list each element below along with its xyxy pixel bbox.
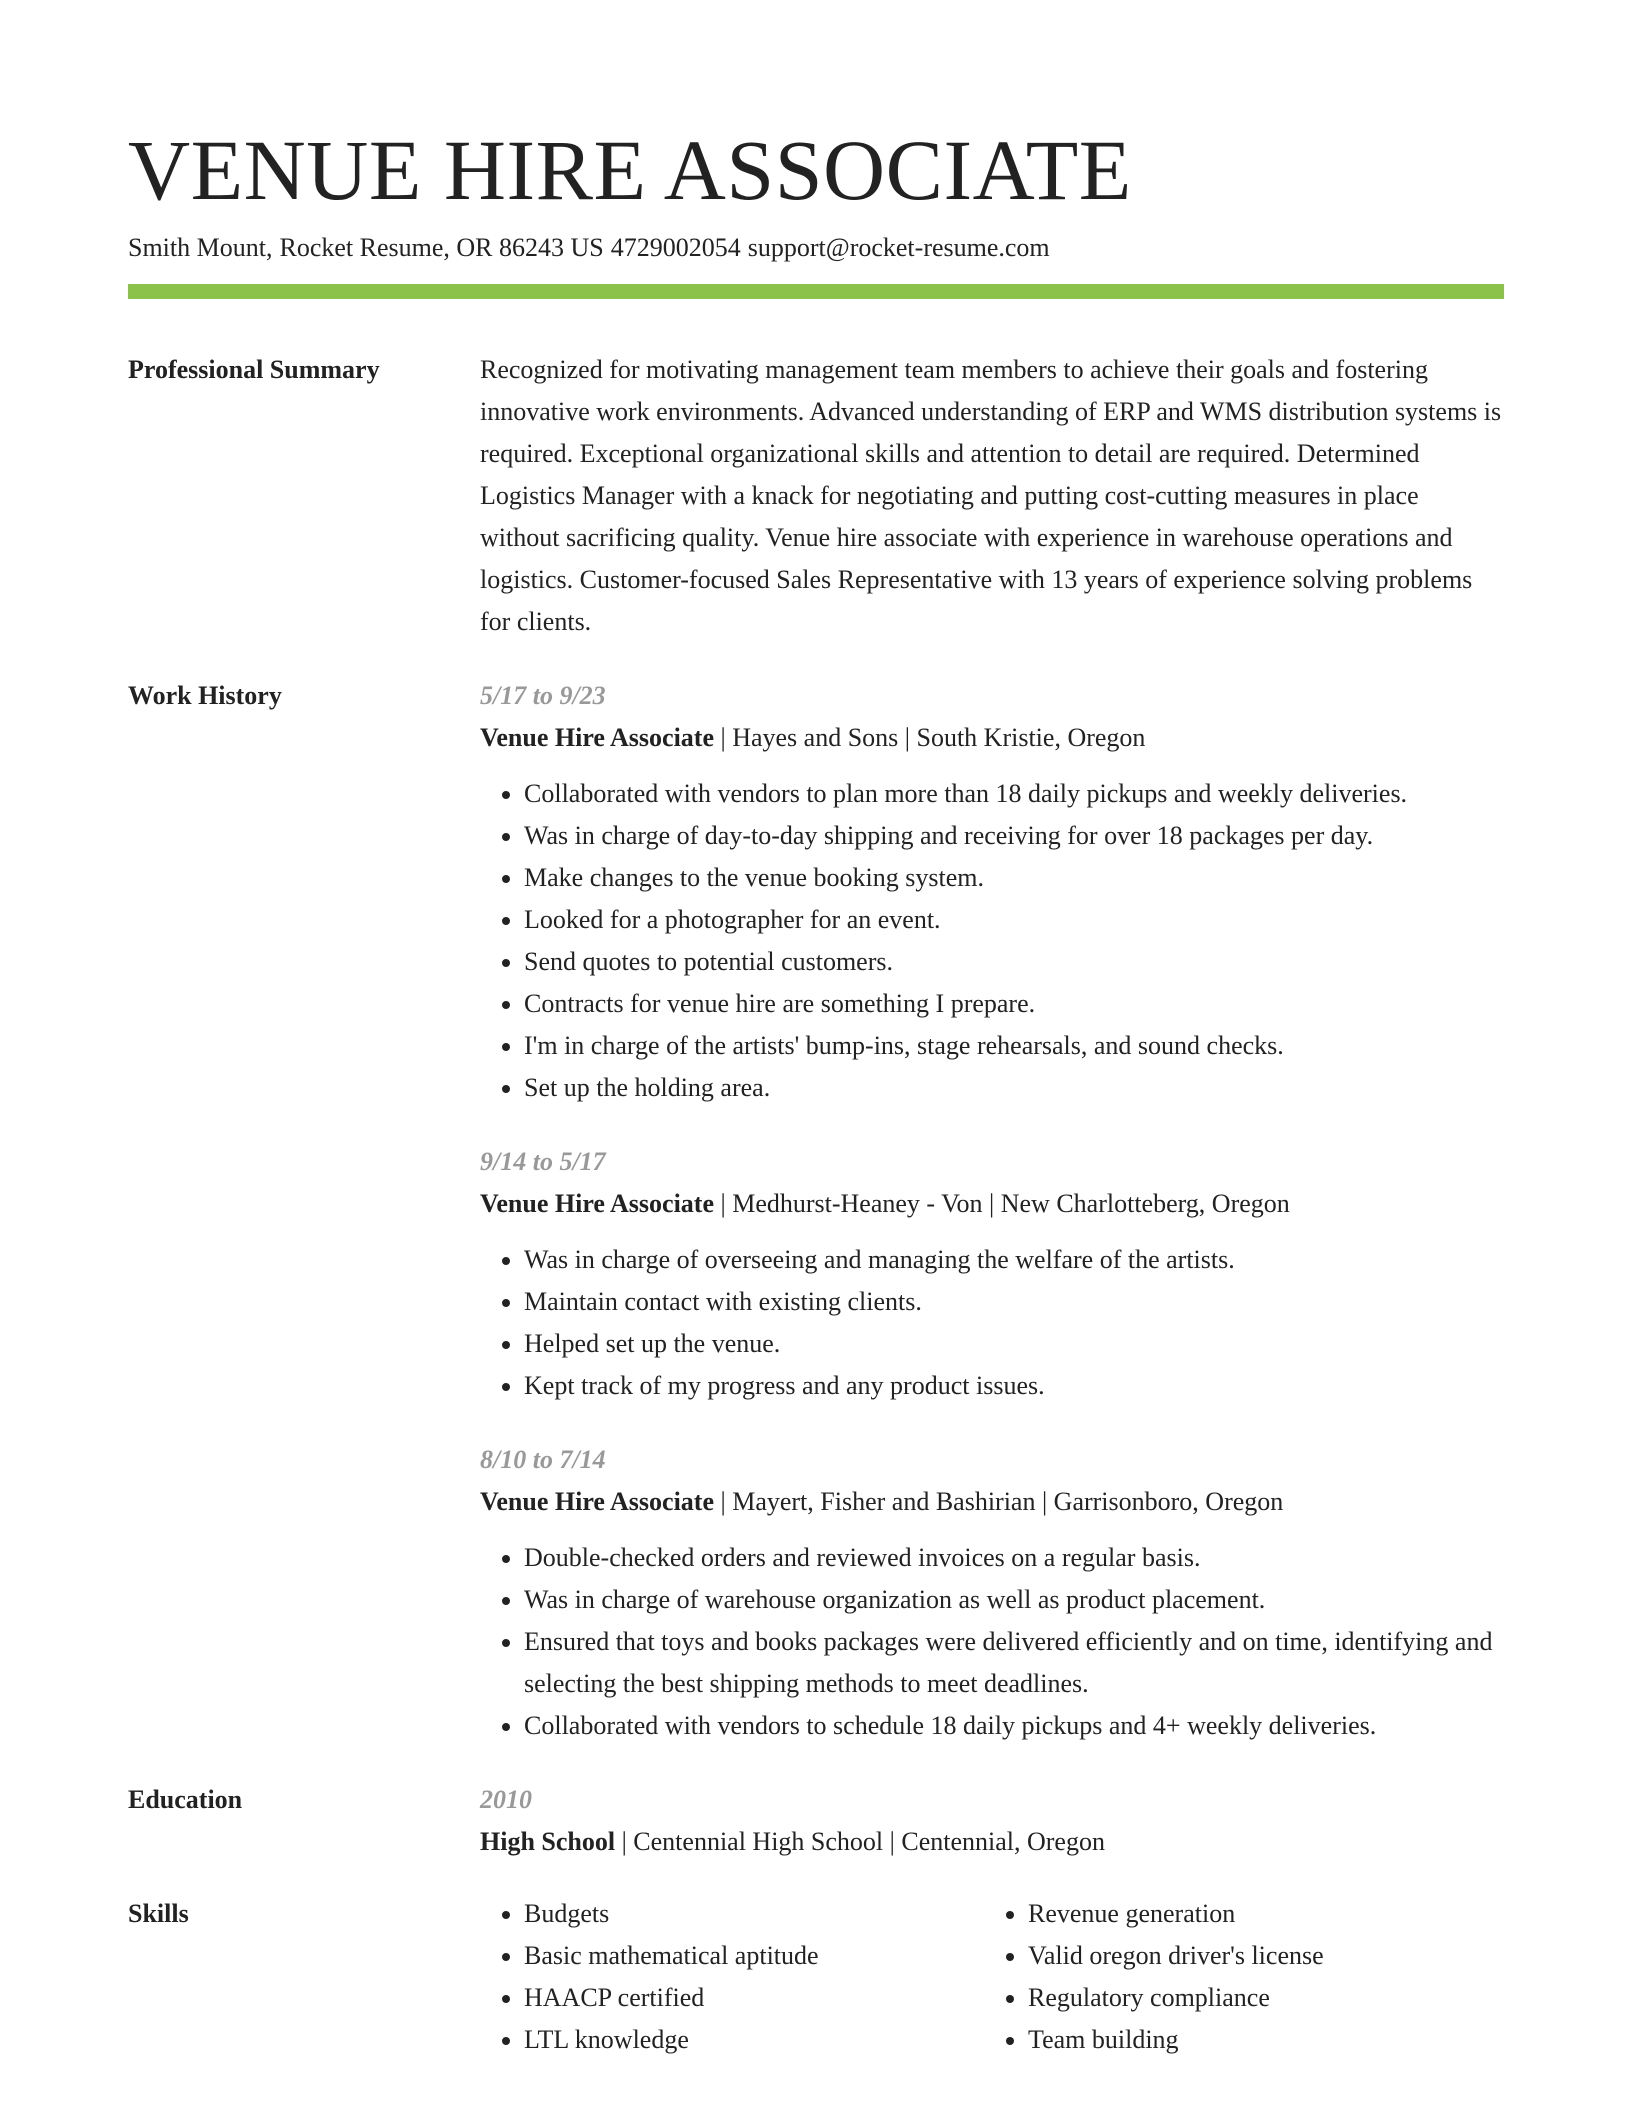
- contact-email: support@rocket-resume.com: [747, 233, 1050, 262]
- job-details: | Mayert, Fisher and Bashirian | Garrisonboro, Oregon: [714, 1487, 1284, 1516]
- skill-item: • Regulatory compliance: [1028, 1977, 1488, 2019]
- education-section: [128, 1779, 1504, 1863]
- job-details: | Medhurst-Heaney - Von | New Charlotteberg, Oregon: [714, 1189, 1290, 1218]
- summary-section: [128, 349, 1504, 643]
- job-bullet: • Kept track of my progress and any product issues.: [524, 1365, 1504, 1407]
- job-date: 8/10 to 7/14: [480, 1445, 606, 1474]
- skills-list-left: [480, 1893, 984, 2061]
- jobs-list: [480, 675, 1504, 1747]
- resume-title: VENUE HIRE ASSOCIATE: [128, 122, 1132, 218]
- resume-page: [128, 120, 1504, 2061]
- skill-item: • HAACP certified: [524, 1977, 984, 2019]
- skill-item: • Valid oregon driver's license: [1028, 1935, 1488, 1977]
- job-bullet: • Double-checked orders and reviewed invoices on a regular basis.: [524, 1537, 1504, 1579]
- education-label: Education: [128, 1785, 243, 1814]
- work-history-section: [128, 675, 1504, 1747]
- contact-street: Smith Mount,: [128, 233, 273, 262]
- job-bullets: [480, 773, 1504, 1109]
- skill-item: • Revenue generation: [1028, 1893, 1488, 1935]
- job-bullet: • Was in charge of warehouse organization as well as product placement.: [524, 1579, 1504, 1621]
- job-bullet: • Maintain contact with existing clients.: [524, 1281, 1504, 1323]
- job-bullet: • Collaborated with vendors to schedule 18 daily pickups and 4+ weekly deliveries.: [524, 1705, 1504, 1747]
- job-bullet: • I'm in charge of the artists' bump-ins, stage rehearsals, and sound checks.: [524, 1025, 1504, 1067]
- job-bullet: • Make changes to the venue booking system.: [524, 857, 1504, 899]
- skills-grid: [480, 1893, 1504, 2061]
- skills-label: Skills: [128, 1899, 189, 1928]
- job-details: | Hayes and Sons | South Kristie, Oregon: [714, 723, 1146, 752]
- work-history-label: Work History: [128, 681, 282, 710]
- job-entry: [480, 675, 1504, 1109]
- skills-section: [128, 1893, 1504, 2061]
- skill-item: • Team building: [1028, 2019, 1488, 2061]
- job-bullet: • Contracts for venue hire are something I prepare.: [524, 983, 1504, 1025]
- contact-line: [128, 230, 1504, 266]
- job-role: Venue Hire Associate: [480, 723, 714, 752]
- job-role: Venue Hire Associate: [480, 1487, 714, 1516]
- skills-list-right: [984, 1893, 1488, 2061]
- contact-phone: 4729002054: [610, 233, 741, 262]
- job-bullet: • Was in charge of day-to-day shipping and receiving for over 18 packages per day.: [524, 815, 1504, 857]
- job-title-line: [480, 1183, 1504, 1225]
- job-bullet: • Was in charge of overseeing and managing the welfare of the artists.: [524, 1239, 1504, 1281]
- job-bullet: • Collaborated with vendors to plan more than 18 daily pickups and weekly deliveries.: [524, 773, 1504, 815]
- education-line: [480, 1821, 1504, 1863]
- job-bullet: • Send quotes to potential customers.: [524, 941, 1504, 983]
- summary-label: Professional Summary: [128, 355, 380, 384]
- education-details: | Centennial High School | Centennial, Oregon: [615, 1827, 1105, 1856]
- education-degree: High School: [480, 1827, 616, 1856]
- job-entry: [480, 1141, 1504, 1407]
- summary-text: Recognized for motivating management team members to achieve their goals and fostering innovative work environments. Advanced understanding of ERP and WMS distribution systems is required. Exceptional organizational skills and attention to detail are required. Determined Logistics Manager with a knack for negotiating and putting cost-cutting measures in place without sacrificing quality. Venue hire associate with experience in warehouse operations and logistics. Customer-focused Sales Representative with 13 years of experience solving problems for clients.: [480, 355, 1502, 636]
- job-date: 5/17 to 9/23: [480, 681, 606, 710]
- job-entry: [480, 1439, 1504, 1747]
- job-bullet: • Looked for a photographer for an event.: [524, 899, 1504, 941]
- contact-city-state: Rocket Resume, OR 86243 US: [279, 233, 604, 262]
- education-date: 2010: [480, 1785, 532, 1814]
- job-title-line: [480, 717, 1504, 759]
- accent-divider: [128, 284, 1504, 299]
- job-bullets: [480, 1239, 1504, 1407]
- job-bullet: • Helped set up the venue.: [524, 1323, 1504, 1365]
- job-role: Venue Hire Associate: [480, 1189, 714, 1218]
- skill-item: • Budgets: [524, 1893, 984, 1935]
- job-title-line: [480, 1481, 1504, 1523]
- skill-item: • Basic mathematical aptitude: [524, 1935, 984, 1977]
- skill-item: • LTL knowledge: [524, 2019, 984, 2061]
- job-bullets: [480, 1537, 1504, 1747]
- job-bullet: • Set up the holding area.: [524, 1067, 1504, 1109]
- job-bullet: • Ensured that toys and books packages were delivered efficiently and on time, identifying and selecting the best shipping methods to meet deadlines.: [524, 1621, 1504, 1705]
- job-date: 9/14 to 5/17: [480, 1147, 606, 1176]
